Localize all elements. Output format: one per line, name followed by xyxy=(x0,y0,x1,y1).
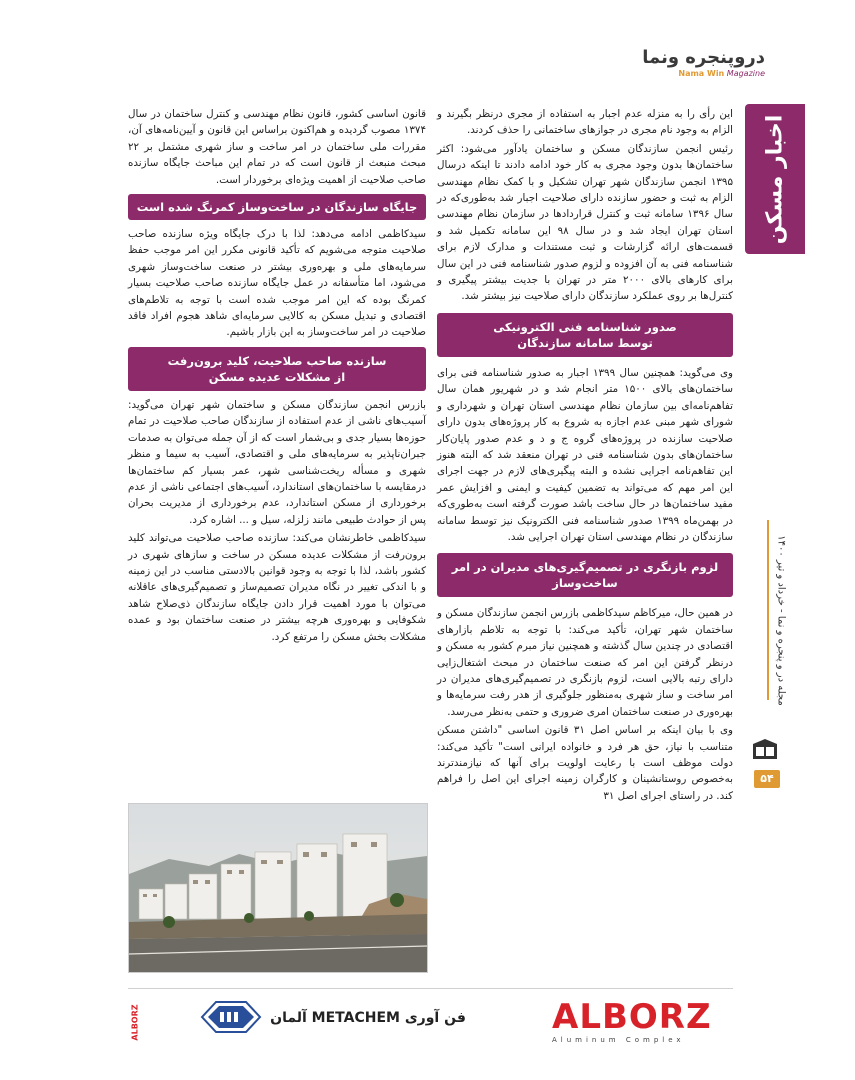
right-para-4: وی با بیان اینکه بر اساس اصل ۳۱ قانون اساسی "داشتن مسکن متناسب با نیاز، حق هر فرد و خانواده ایرانی است" تأکید می‌کند: دولت موظف است با رعایت اولویت برای آنها که نیازمندترند به‌خصوص روستانشینان و کارگران زمینه اجرای این اصل را فراهم کند. در راستای اجرای اصل ۳۱ xyxy=(437,724,734,802)
right-para-1: رئیس انجمن سازندگان مسکن و ساختمان یادآور می‌شود: اکثر ساختمان‌ها بدون وجود مجری به کار خود ادامه دادند تا اینکه درسال ۱۳۹۵ انجمن سازندگان شهر تهران تشکیل و با کمک نظام مهندسی الزام به ثبت و حضور سازنده دارای صلاحیت اجبار شد به‌طوری‌که در سال ۱۳۹۶ سامانه ثبت و کنترل قراردادها در سازمان نظام مهندسی استان تهران ایجاد شد و در سال ۹۸ این سامانه تکمیل شد و قسمت‌های ارائه گزارشات و ثبت مستندات و مدارک لازم برای شناسنامه فنی به آن افزوده و لزوم صدور شناسنامه فنی در این سال برای کارهای بالای ۲۰۰۰ متر در تهران با جدیت بیشتر پیگیری و کنترل‌ها بر روی عملکرد سازندگان دارای صلاحیت نیز بیشتر شد. xyxy=(437,142,734,303)
side-vertical-info: مجله در و پنجره و نما - خرداد و تیر ۱۴۰۰ xyxy=(775,534,787,706)
alborz-vertical-text: ALBORZ xyxy=(130,1003,140,1041)
metachem-logo-icon xyxy=(200,1000,262,1034)
right-column xyxy=(437,106,733,806)
alborz-logo xyxy=(552,997,734,1046)
page-number-badge xyxy=(754,770,780,788)
left-para-4: سیدکاظمی خاطرنشان می‌کند: سازنده صاحب صلاحیت می‌تواند کلید برون‌رفت از مشکلات عدیده مسکن در ساخت و سازهای شهری در کشور باشد، لذا با توجه به وجود قوانین بالادستی مناسب در این زمینه و با اندکی تغییر در نگاه مدیران تصمیم‌ساز و تصمیم‌گیری‌های عاقلانه می‌توان با مورد اهمیت قرار دادن جایگاه سازندگان ذی‌صلاح شاهد شکوفایی و بهره‌وری هرچه بیشتر در صنعت ساختمان بود و عمده مشکلات بخش مسکن را مرتفع کرد. xyxy=(128,532,426,643)
metachem-text: فن آوری METACHEM آلمان xyxy=(270,1010,466,1026)
footer-divider xyxy=(128,988,733,989)
right-para-3: در همین حال، میرکاظم سیدکاظمی بازرس انجمن سازندگان مسکن و ساختمان شهر تهران، تأکید می‌کند: با توجه به تلاطم بازارهای اقتصادی در چندین سال گذشته و همچنین نیاز مبرم کشور به مسکن و درنظر گرفتن این امر که صنعت ساختمان در مبحث اشتغال‌زایی دارای رتبه بالایی است، لزوم بازنگری در تصمیم‌گیری‌های مدیران در امر ساخت و ساز شهری به‌منظور جلوگیری از هدر رفت سرمایه‌ها و بهره‌وری در صنعت ساختمان امری ضروری و حتمی به‌نظر می‌رسد. xyxy=(437,607,733,718)
right-para-2: وی می‌گوید: همچنین سال ۱۳۹۹ اجبار به صدور شناسنامه فنی برای ساختمان‌های بالای ۱۵۰۰ متر انجام شد و در شهریور همان سال تفاهم‌نامه‌ای بین سازمان نظام مهندسی استان تهران و شهرداری و شورای شهر مبنی عدم اجازه به شروع به کار پروژه‌های بدون دارای صلاحیت سازنده در پروژه‌های گروه ج و د و عدم صدور پایان‌کار ساختمان‌های بدون شناسنامه فنی در تهران منعقد شد که البته هنوز این تفاهم‌نامه اجرایی نشده و البته پیگیری‌های لازم در جهت اجرای این امر مهم که می‌تواند به تضمین کیفیت و ایمنی و افزایش عمر مفید ساختمان‌ها در حال ساخت باشد صورت گرفته است به‌طوری‌که در بهمن‌ماه ۱۳۹۹ صدور شناسنامه فنی الکترونیک نیز توسط سامانه سازندگان در نظام مهندسی استان تهران اجرایی شد. xyxy=(437,366,734,543)
left-heading-1: جایگاه سازندگان در ساخت‌وساز کمرنگ شده است xyxy=(128,194,426,220)
alborz-brand: ALBORZ xyxy=(552,997,712,1037)
left-column xyxy=(128,106,426,647)
article-photo xyxy=(128,803,428,973)
section-tab-label: اخبار مسکن xyxy=(762,114,788,244)
logo-subtitle-right: Magazine xyxy=(726,69,765,78)
left-para-1: قانون اساسی کشور، قانون نظام مهندسی و کنترل ساختمان در سال ۱۳۷۴ مصوب گردیده و هم‌اکنون براساس این قانون و آیین‌نامه‌های آن، مقررات ملی ساختمان در امر ساخت و ساز شهری مشتمل بر ۲۲ مبحث منبعث از قانون است که در تمام این مباحث جایگاه سازنده صاحب صلاحیت از اهمیت ویژه‌ای برخوردار است. xyxy=(128,108,426,186)
right-heading-2: لزوم بازنگری در تصمیم‌گیری‌های مدیران در امر ساخت‌وساز xyxy=(437,553,733,597)
left-heading-2: سازنده صاحب صلاحیت، کلید برون‌رفت از مشکلات عدیده مسکن xyxy=(128,347,426,391)
magazine-logo xyxy=(640,48,765,88)
alborz-sub: Aluminum Complex xyxy=(552,1036,685,1044)
logo-subtitle-left: Nama Win xyxy=(678,69,725,78)
right-para-intro: این رأی را به منزله عدم اجبار به استفاده از مجری درنظر بگیرند و الزام به وجود نام مجری در جوازهای ساختمانی را حذف کردند. xyxy=(437,108,733,137)
alborz-vertical-mark xyxy=(128,992,142,1052)
page-number: ۵۴ xyxy=(760,772,774,785)
section-tab xyxy=(745,104,805,254)
left-para-2: سیدکاظمی ادامه می‌دهد: لذا با درک جایگاه ویژه سازنده صاحب صلاحیت متوجه می‌شویم که تأکید قانونی مکرر این امر موجب حفظ سرمایه‌های ملی و بهره‌وری بیشتر در صنعت ساخت‌وساز شهری می‌شود، اما متأسفانه در عمل جایگاه سازنده صاحب صلاحیت بسیار کمرنگ بوده که این امر موجب شده است با توجه به تلاطم‌های اقتصادی و تبدیل مسکن به کالایی سرمایه‌ای شاهد هجوم افراد فاقد صلاحیت در امر ساخت‌وساز به این بازار باشیم. xyxy=(128,228,426,339)
left-para-3: بازرس انجمن سازندگان مسکن و ساختمان شهر تهران می‌گوید: آسیب‌های ناشی از عدم استفاده از سازندگان صاحب صلاحیت در تمام حوزه‌ها بسیار جدی و بی‌شمار است که از آن جمله می‌توان به صدمات جبران‌ناپذیر به سرمایه‌های ملی و اقتصادی، آسیب به سیما و منظر شهری و مسأله ریخت‌شناسی شهر، عمر بسیار کم ساختمان‌ها درمقایسه با ساختمان‌های استاندارد، آسیب‌های اجتماعی ناشی از عدم برخورداری از مسکن استاندارد، عدم برخورداری از مدیریت بحران پس از حوادث طبیعی مانند زلزله، سیل و ... اشاره کرد. xyxy=(128,398,426,526)
side-window-icon xyxy=(752,738,778,760)
side-orange-line xyxy=(767,520,769,700)
right-heading-1: صدور شناسنامه فنی الکترونیکی توسط سامانه سازندگان xyxy=(437,313,733,357)
logo-title: دروپنجره ونما xyxy=(642,47,765,68)
